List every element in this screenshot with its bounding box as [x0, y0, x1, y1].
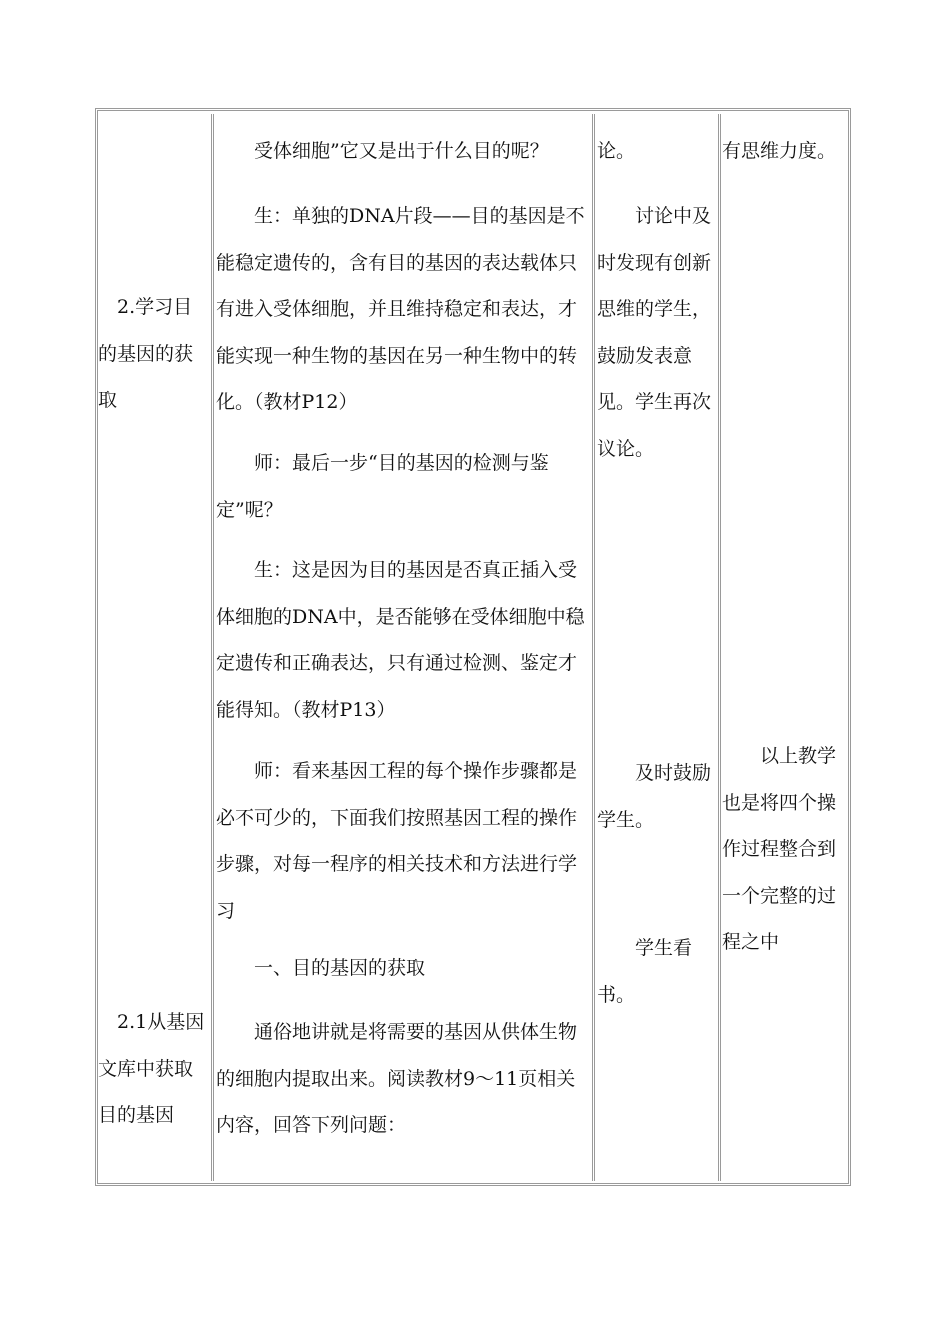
- content-paragraph: 通俗地讲就是将需要的基因从供体生物的细胞内提取出来。阅读教材9～11页相关内容，回答下列问题：: [216, 1021, 578, 1136]
- content-paragraph: 师：看来基因工程的每个操作步骤都是必不可少的，下面我们按照基因工程的操作步骤，对每一程序的相关技术和方法进行学习: [216, 760, 578, 922]
- design-note: 有思维力度。: [722, 140, 837, 162]
- content-paragraph: 受体细胞”它又是出于什么目的呢？: [216, 140, 549, 162]
- content-paragraph: 一、目的基因的获取: [216, 957, 426, 979]
- design-note: 以上教学也是将四个操作过程整合到一个完整的过程之中: [722, 745, 837, 953]
- activity-note: 学生看书。: [597, 937, 693, 1006]
- activity-note: 讨论中及时发现有创新思维的学生，鼓励发表意见。学生再次议论。: [597, 205, 712, 460]
- content-paragraph: 师：最后一步“目的基因的检测与鉴定”呢？: [216, 452, 549, 521]
- column-divider: [592, 114, 595, 1181]
- section-heading: 2.学习目的基因的获取: [98, 296, 194, 411]
- column-divider: [211, 114, 214, 1181]
- activity-note: 及时鼓励学生。: [597, 762, 712, 831]
- activity-note: 论。: [597, 140, 636, 162]
- section-heading: 2.1从基因文库中获取目的基因: [98, 1011, 205, 1126]
- content-paragraph: 生：单独的DNA片段——目的基因是不能稳定遗传的，含有目的基因的表达载体只有进入受体细胞，并且维持稳定和表达，才能实现一种生物的基因在另一种生物中的转化。（教材P12）: [216, 205, 585, 413]
- content-paragraph: 生：这是因为目的基因是否真正插入受体细胞的DNA中，是否能够在受体细胞中稳定遗传和正确表达，只有通过检测、鉴定才能得知。（教材P13）: [216, 559, 585, 721]
